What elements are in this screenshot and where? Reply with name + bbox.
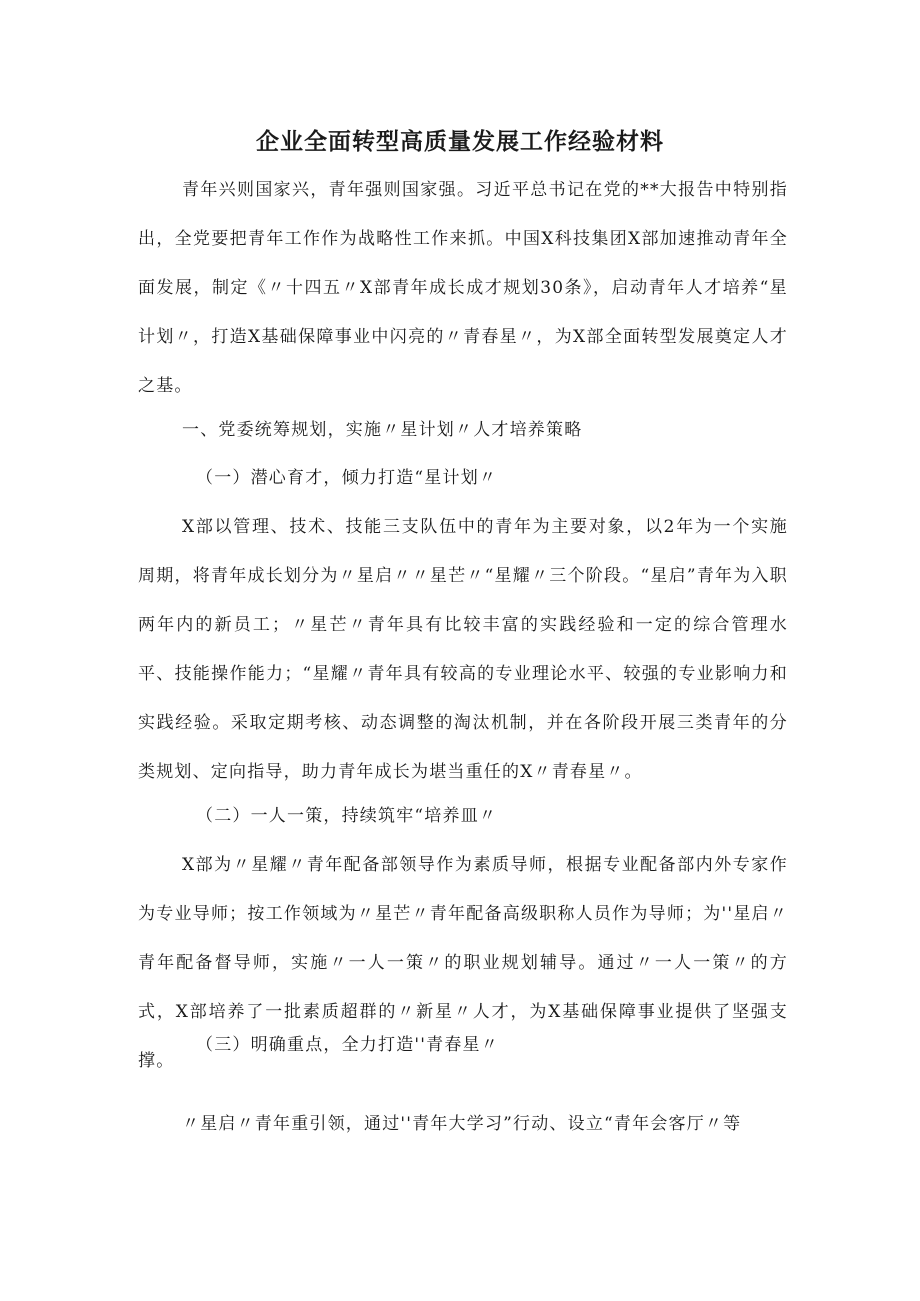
section-heading-1: 一、党委统筹规划，实施〃星计划〃人才培养策略 [182, 420, 583, 440]
subsection-heading-1: （一）潜心育才，倾力打造“星计划〃 [196, 468, 498, 488]
subsection-body-1: X部以管理、技术、技能三支队伍中的青年为主要对象，以2年为一个实施周期，将青年成长划分为〃星启〃〃星芒〃“星耀〃三个阶段。“星启”青年为入职两年内的新员工；〃星芒〃青年具有比较丰富的实践经验和一定的综合管理水平、技能操作能力；“星耀〃青年具有较高的专业理论水平、较强的专业影响力和实践经验。采取定期考核、动态调整的淘汰机制，并在各阶段开展三类青年的分类规划、定向指导，助力青年成长为堪当重任的X〃青春星〃。 [138, 517, 788, 782]
subsection-body-3: 〃星启〃青年重引领，通过''青年大学习”行动、设立“青年会客厅〃等 [182, 1114, 742, 1134]
subsection-body-2: X部为〃星耀〃青年配备部领导作为素质导师，根据专业配备部内外专家作为专业导师；按工作领域为〃星芒〃青年配备高级职称人员作为导师；为''星启〃青年配备督导师，实施〃一人一策〃的职业规划辅导。通过〃一人一策〃的方式，X部培养了一批素质超群的〃新星〃人才，为X基础保障事业提供了坚强支撑。 [138, 855, 788, 1071]
subsection-heading-2: （二）一人一策，持续筑牢“培养皿〃 [196, 806, 498, 826]
intro-paragraph: 青年兴则国家兴，青年强则国家强。习近平总书记在党的**大报告中特别指出，全党要把青年工作作为战略性工作来抓。中国X科技集团X部加速推动青年全面发展，制定《〃十四五〃X部青年成长成才规划30条》，启动青年人才培养“星计划〃，打造X基础保障事业中闪亮的〃青春星〃，为X部全面转型发展奠定人才之基。 [138, 180, 788, 396]
subsection-heading-3: （三）明确重点，全力打造''青春星〃 [196, 1035, 499, 1055]
document-title: 企业全面转型高质量发展工作经验材料 [256, 129, 664, 155]
